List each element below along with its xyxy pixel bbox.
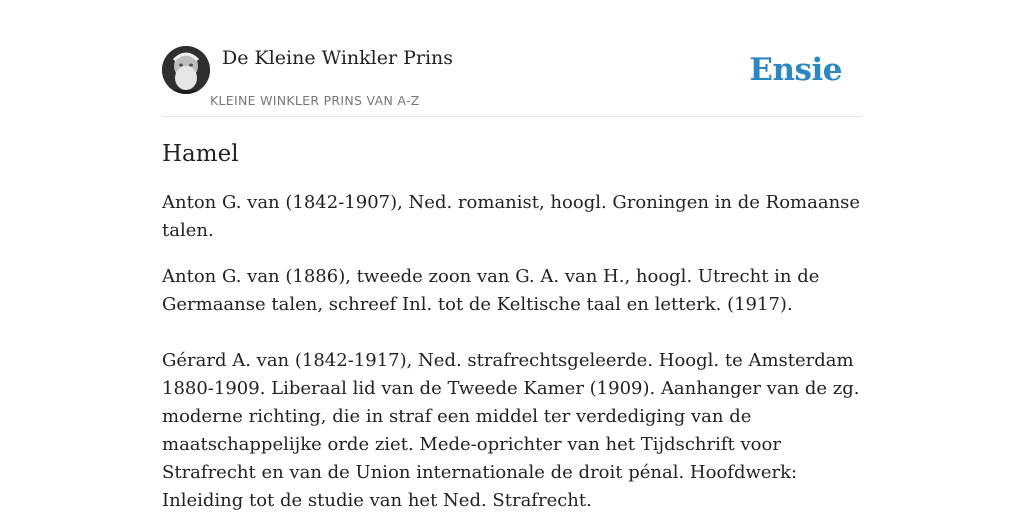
author-avatar[interactable] <box>162 46 210 94</box>
author-name[interactable]: De Kleine Winkler Prins <box>222 47 454 69</box>
article <box>162 138 862 512</box>
article-paragraph: Anton G. van (1842-1907), Ned. romanist, hoogl. Groningen in de Romaanse talen. <box>162 192 861 241</box>
article-paragraph: Gérard A. van (1842-1917), Ned. strafrechtsgeleerde. Hoogl. te Amsterdam 1880-1909. Liberaal lid van de Tweede Kamer (1909). Aanhanger van de zg. moderne richting, die in straf een middel ter verdediging van de maatschappelijke orde ziet. Mede-oprichter van het Tijdschrift voor Strafrecht en van de Union internationale de droit pénal. Hoofdwerk: Inleiding tot de studie van het Ned. Strafrecht. <box>162 350 860 511</box>
article-paragraph: Anton G. van (1886), tweede zoon van G. A. van H., hoogl. Utrecht in de Germaanse talen, schreef Inl. tot de Keltische taal en letterk. (1917). <box>162 266 820 315</box>
portrait-icon <box>162 46 210 94</box>
collection-label[interactable]: KLEINE WINKLER PRINS VAN A-Z <box>210 93 420 108</box>
article-title: Hamel <box>162 141 239 167</box>
brand-logo[interactable]: Ensie <box>749 52 842 88</box>
header <box>162 40 862 117</box>
